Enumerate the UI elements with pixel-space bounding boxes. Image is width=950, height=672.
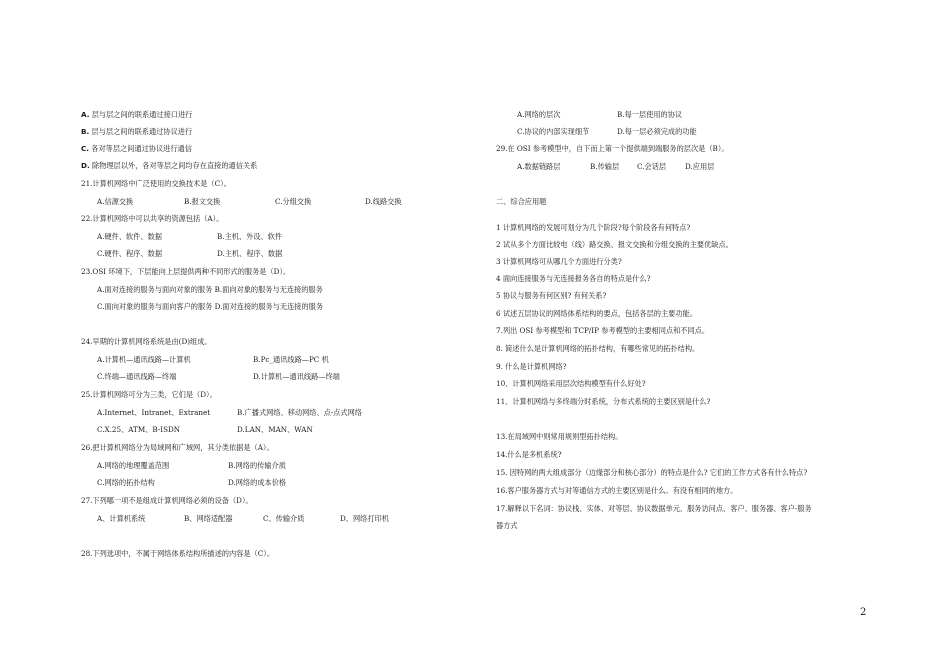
q28-option-a: A.网络的层次	[517, 110, 561, 119]
list-item: 4 面向连接服务与无连接报务各自的特点是什么?	[496, 274, 651, 283]
list-item: 器方式	[496, 521, 518, 530]
q28-option-c: C.协议的内部实现细节	[517, 127, 590, 136]
q27-option-a: A、计算机系统	[97, 514, 146, 523]
question-27: 27.下列哪一项不是组成计算机网络必须的设备（D）。	[81, 496, 253, 505]
q23-option-cd: C.面向对象的服务与面向客户的服务 D.面对连接的服务与无连接的服务	[97, 302, 324, 311]
q25-option-a: A.Internet、Intranet、Extranet	[97, 408, 211, 417]
list-item: 5 协议与服务有何区别? 有何关系?	[496, 291, 607, 300]
q24-option-d: D.计算机—通讯线路—终端	[253, 372, 340, 381]
list-item: 14.什么是多机系统?	[496, 450, 562, 459]
q24-option-b: B.Pc_通讯线路—PC 机	[253, 355, 329, 364]
list-item: 3 计算机网络可从哪几个方面进行分类?	[496, 257, 622, 266]
q20-option-b: B. 层与层之间的联系通过协议进行	[81, 127, 193, 136]
list-item: 6 试述五层协议的网络体系结构的要点，包括各层的主要功能。	[496, 309, 697, 318]
q29-option-c: C.会话层	[637, 162, 667, 171]
q21-option-b: B.报文交换	[184, 197, 221, 206]
q27-option-d: D、网络打印机	[340, 514, 389, 523]
q25-option-c: C.X.25、ATM、B-ISDN	[97, 425, 181, 434]
q22-option-b: B.主机、外设、软件	[217, 232, 283, 241]
question-25: 25.计算机网络可分为三类，它们是（D）。	[81, 390, 217, 399]
list-item: 13.在局域网中则常用规则型拓扑结构。	[496, 432, 623, 441]
q25-option-b: B.广播式网络、移动网络、点-点式网络	[237, 408, 362, 417]
q27-option-b: B、网络适配器	[184, 514, 233, 523]
q25-option-d: D.LAN、MAN、WAN	[237, 425, 313, 434]
question-28: 28.下列选项中，不属于网络体系结构所描述的内容是（C）。	[81, 549, 275, 558]
question-22: 22.计算机网络中可以共享的资源包括（A）。	[81, 214, 224, 223]
list-item: 16.客户服务器方式与对等通信方式的主要区别是什么。有没有相同的地方。	[496, 486, 738, 495]
q26-option-d: D.网络的成本价格	[228, 478, 287, 487]
list-item: 10、计算机网络采用层次结构模型有什么好处?	[496, 379, 646, 388]
question-23: 23.OSI 环境下，下层能向上层提供两种不同形式的服务是（D）。	[81, 267, 291, 276]
q27-option-c: C、传输介质	[263, 514, 305, 523]
list-item: 7.列出 OSI 参考模型和 TCP/IP 参考模型的主要相同点和不同点。	[496, 326, 710, 335]
q29-option-b: B.传输层	[590, 162, 620, 171]
q24-option-a: A.计算机—通讯线路—计算机	[97, 355, 191, 364]
list-item: 9. 什么是计算机网络?	[496, 362, 567, 371]
q20-option-a: A. 层与层之间的联系通过接口进行	[81, 110, 193, 119]
q26-option-c: C.网络的拓扑结构	[97, 478, 155, 487]
section-heading: 二、综合应用题	[496, 197, 547, 206]
question-24: 24.早期的计算机网络系统是由(D)组成。	[81, 337, 212, 346]
q22-option-c: C.硬件、程序、数据	[97, 249, 163, 258]
list-item: 11、计算机网络与多终端分时系统，分布式系统的主要区别是什么?	[496, 397, 711, 406]
q26-option-b: B.网络的传输介质	[228, 461, 286, 470]
q28-option-d: D.每一层必须完成的功能	[617, 127, 697, 136]
q22-option-a: A.硬件、软件、数据	[97, 232, 162, 241]
q21-option-c: C.分组交换	[275, 197, 312, 206]
q20-option-d: D. 除物理层以外，各对等层之间均存在直接的通信关系	[81, 161, 258, 170]
q22-option-d: D.主机、程序、数据	[217, 249, 283, 258]
right-column	[480, 0, 950, 672]
q26-option-a: A.网络的地理覆盖范围	[97, 461, 170, 470]
list-item: 8. 简述什么是计算机网络的拓扑结构，有哪些常见的拓扑结构。	[496, 344, 700, 353]
q21-option-a: A.信源交换	[97, 197, 134, 206]
q28-option-b: B.每一层使用的协议	[617, 110, 683, 119]
q29-option-a: A.数据链路层	[517, 162, 561, 171]
q23-option-ab: A.面对连接的服务与面向对象的服务 B.面向对象的服务与无连接的服务	[97, 285, 323, 294]
q29-option-d: D.应用层	[685, 162, 715, 171]
question-29: 29.在 OSI 参考模型中，自下而上第一个提供端到端服务的层次是（B）。	[496, 144, 729, 153]
q21-option-d: D.线路交换	[365, 197, 402, 206]
list-item: 2 试从多个方面比较电（线）路交换、报文交换和分组交换的主要优缺点。	[496, 240, 733, 249]
list-item: 1 计算机网络的发展可划分为几个阶段?每个阶段各有何特点?	[496, 223, 691, 232]
question-26: 26.把计算机网络分为局域网和广域网，其分类依据是（A）。	[81, 443, 274, 452]
list-item: 15. 因特网的两大组成部分（边缘部分和核心部分）的特点是什么? 它们的工作方式各有什么特点?	[496, 468, 808, 477]
page-number: 2	[860, 607, 867, 618]
list-item: 17.解释以下名词：协议栈、实体、对等层、协议数据单元、服务访问点、客户、服务器、客户-服务	[496, 504, 812, 513]
q20-option-c: C. 各对等层之间通过协议进行通信	[81, 144, 192, 153]
q24-option-c: C.终端—通讯线路—终端	[97, 372, 177, 381]
question-21: 21.计算机网络中广泛使用的交换技术是（C）。	[81, 179, 231, 188]
